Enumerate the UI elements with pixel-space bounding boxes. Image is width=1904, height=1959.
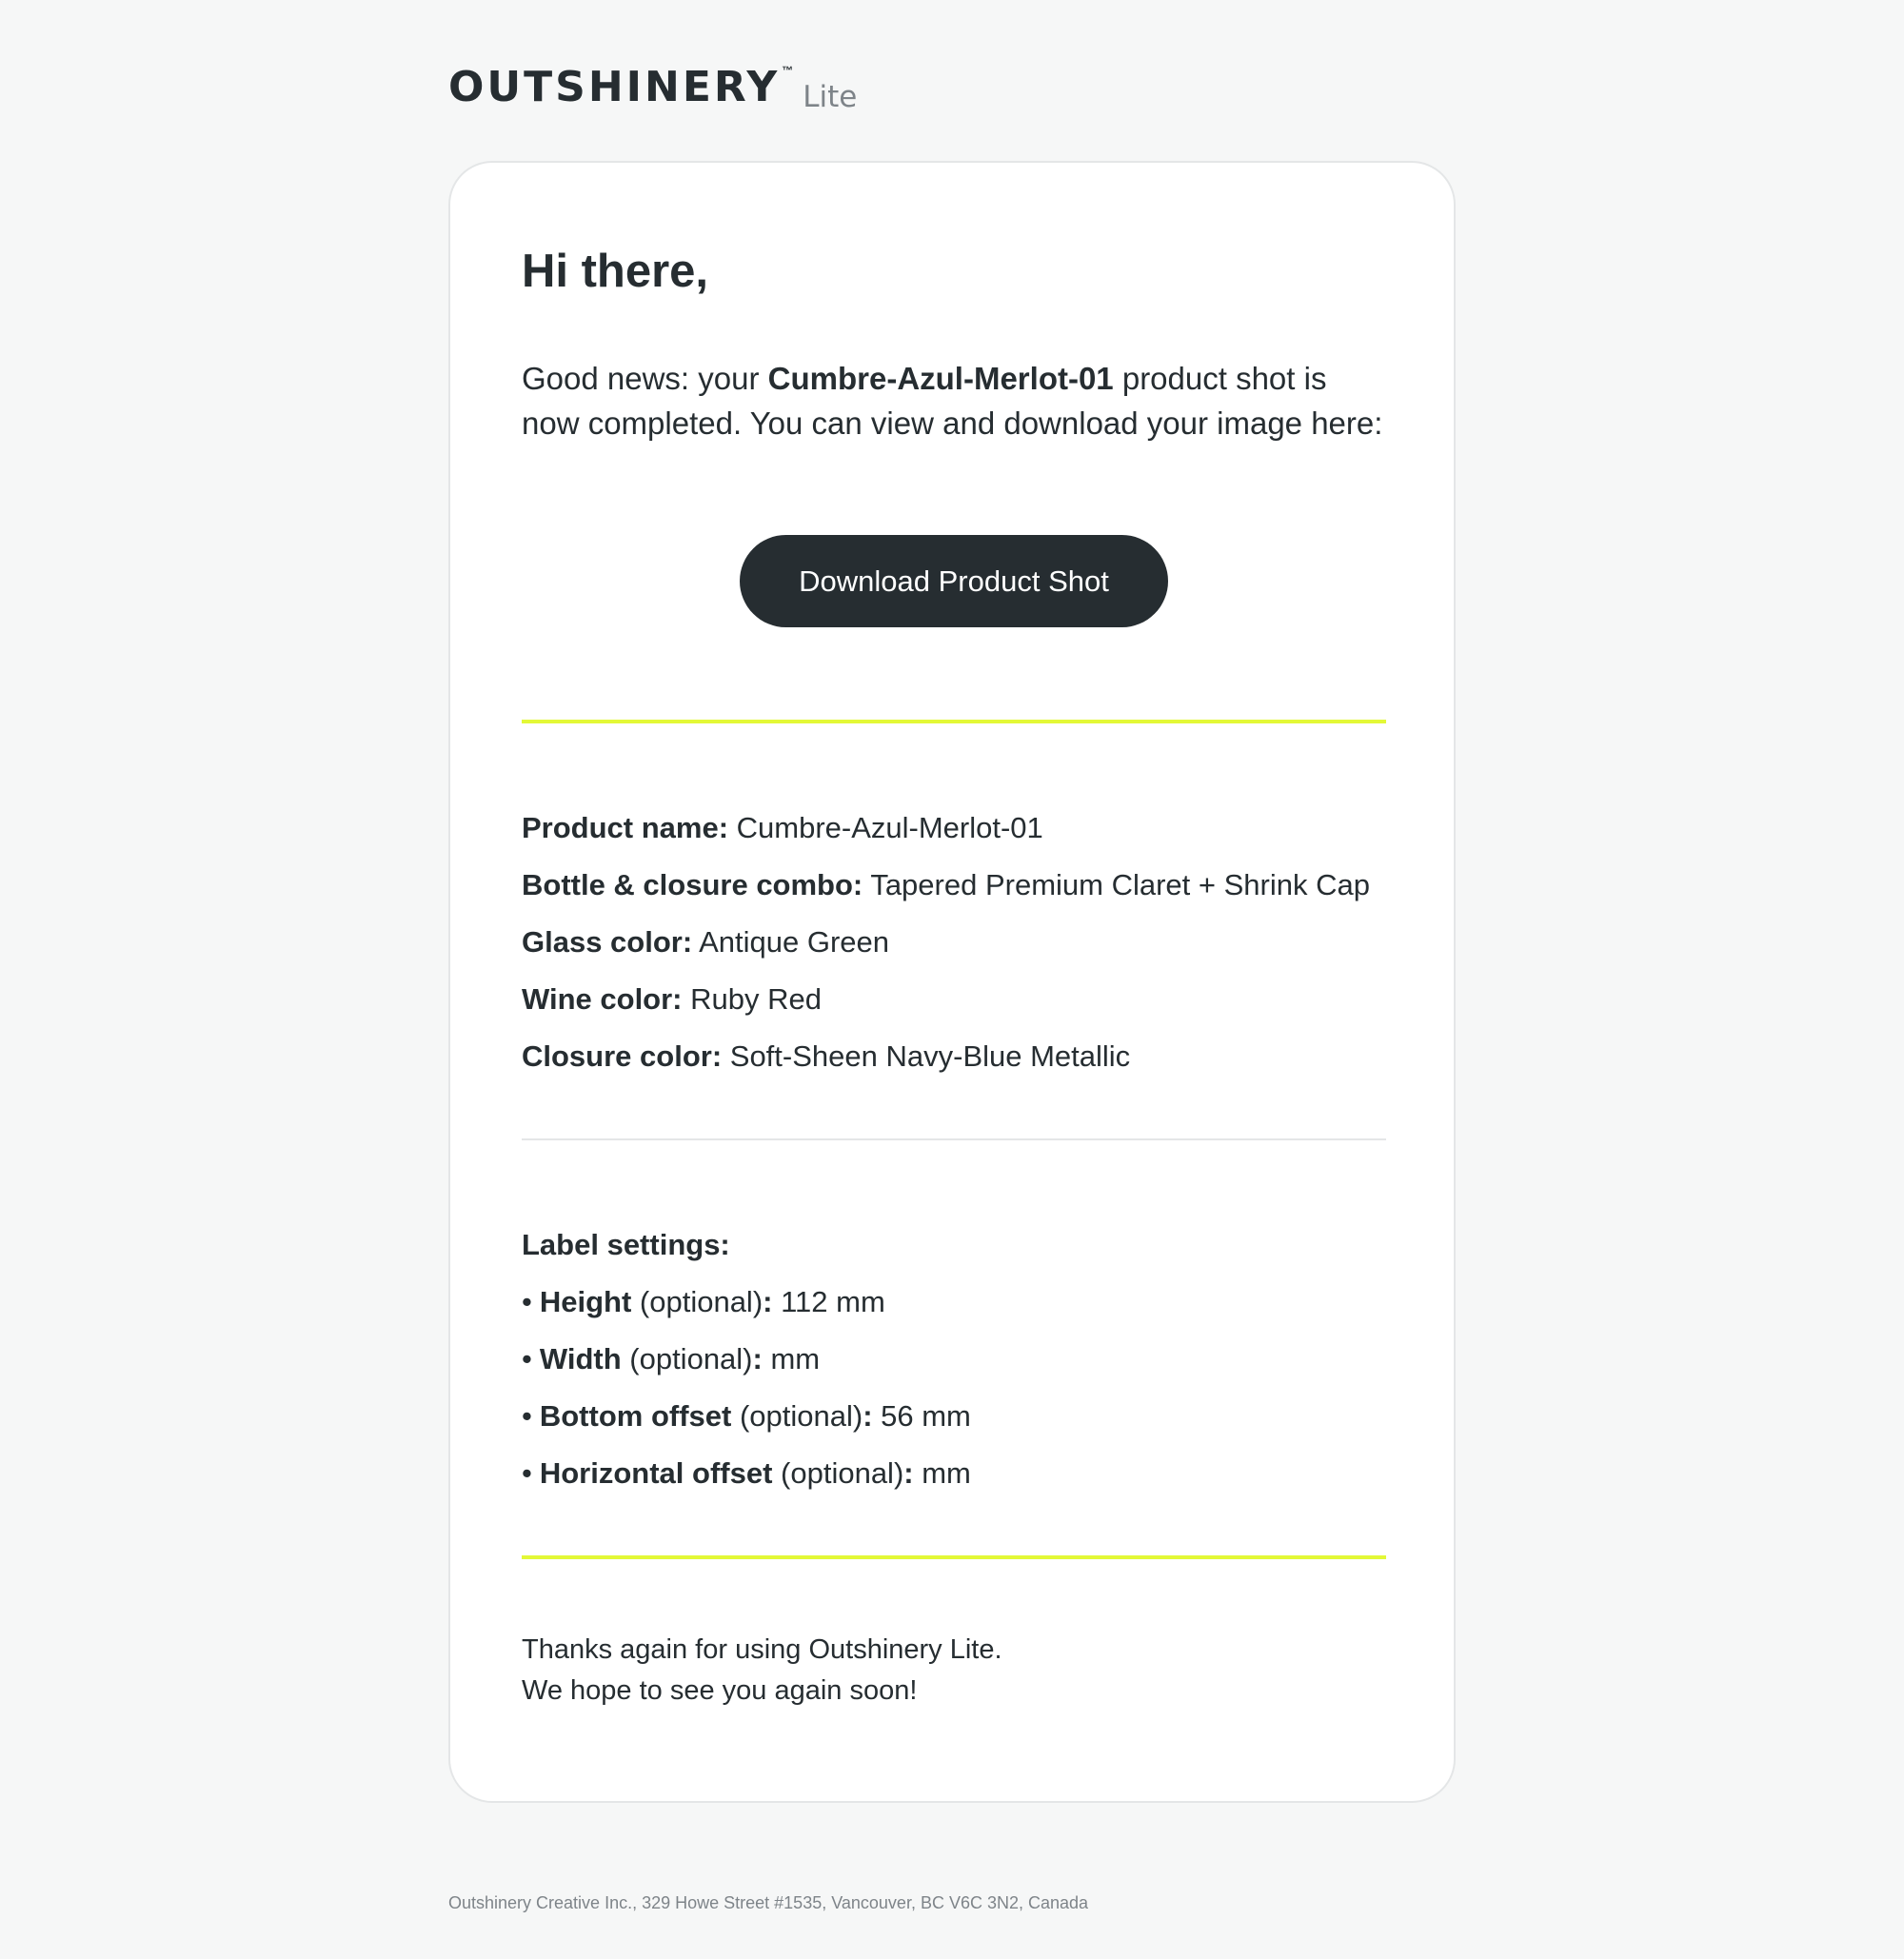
detail-closure-color: [522, 1028, 1370, 1085]
label-settings-heading: Label settings:: [522, 1228, 730, 1261]
detail-label: Product name:: [522, 811, 729, 844]
divider: [522, 1138, 1386, 1140]
detail-bottle-closure-combo: [522, 857, 1370, 914]
intro-paragraph: [522, 356, 1386, 445]
bullet: •: [522, 1342, 532, 1375]
detail-label: Glass color:: [522, 925, 693, 959]
download-product-shot-button[interactable]: Download Product Shot: [740, 535, 1168, 627]
thanks-line: Thanks again for using Outshinery Lite.: [522, 1634, 1002, 1665]
brand-logo: [448, 63, 858, 114]
label-setting-height: [522, 1274, 971, 1331]
setting-name: Height: [539, 1285, 632, 1318]
optional-note: (optional): [631, 1285, 764, 1318]
intro-product-name: Cumbre-Azul-Merlot-01: [767, 361, 1114, 396]
intro-text-start: Good news: your: [522, 361, 768, 396]
setting-name: Horizontal offset: [539, 1456, 773, 1490]
setting-colon: :: [863, 1399, 873, 1433]
button-container: [522, 535, 1386, 627]
optional-note: (optional): [621, 1342, 753, 1375]
detail-value: Tapered Premium Claret + Shrink Cap: [863, 868, 1370, 901]
thanks-message: [522, 1630, 1002, 1712]
optional-note: (optional): [731, 1399, 863, 1433]
footer-address: Outshinery Creative Inc., 329 Howe Street #1535, Vancouver, BC V6C 3N2, Canada: [448, 1893, 1089, 1912]
trademark-mark: ™: [782, 64, 794, 77]
accent-divider: [522, 1555, 1386, 1559]
label-setting-horizontal-offset: [522, 1445, 971, 1502]
label-setting-bottom-offset: [522, 1388, 971, 1445]
detail-product-name: [522, 800, 1370, 857]
bullet: •: [522, 1456, 532, 1490]
label-settings-list: [522, 1274, 971, 1502]
greeting-heading: Hi there,: [522, 246, 709, 297]
setting-value: mm: [913, 1456, 971, 1490]
brand-suffix: Lite: [803, 80, 858, 114]
setting-name: Width: [539, 1342, 622, 1375]
label-settings-section: [522, 1217, 971, 1502]
detail-glass-color: [522, 914, 1370, 971]
accent-divider: [522, 720, 1386, 723]
detail-label: Closure color:: [522, 1039, 723, 1073]
email-card: [448, 161, 1456, 1803]
setting-colon: :: [903, 1456, 914, 1490]
setting-value: 56 mm: [872, 1399, 971, 1433]
detail-label: Wine color:: [522, 982, 683, 1016]
bullet: •: [522, 1285, 532, 1318]
setting-name: Bottom offset: [539, 1399, 732, 1433]
detail-label: Bottle & closure combo:: [522, 868, 863, 901]
thanks-line: We hope to see you again soon!: [522, 1675, 918, 1706]
detail-value: Cumbre-Azul-Merlot-01: [728, 811, 1043, 844]
setting-value: mm: [762, 1342, 821, 1375]
label-setting-width: [522, 1331, 971, 1388]
brand-name: OUTSHINERY ™: [448, 63, 794, 111]
detail-value: Ruby Red: [682, 982, 822, 1016]
optional-note: (optional): [772, 1456, 904, 1490]
detail-wine-color: [522, 971, 1370, 1028]
setting-value: 112 mm: [772, 1285, 885, 1318]
detail-value: Soft-Sheen Navy-Blue Metallic: [722, 1039, 1131, 1073]
setting-colon: :: [752, 1342, 763, 1375]
bullet: •: [522, 1399, 532, 1433]
intro-text-end: product shot is now completed. You can view and download your image here:: [522, 361, 1383, 441]
detail-value: Antique Green: [692, 925, 890, 959]
setting-colon: :: [763, 1285, 773, 1318]
product-details-list: [522, 800, 1370, 1085]
